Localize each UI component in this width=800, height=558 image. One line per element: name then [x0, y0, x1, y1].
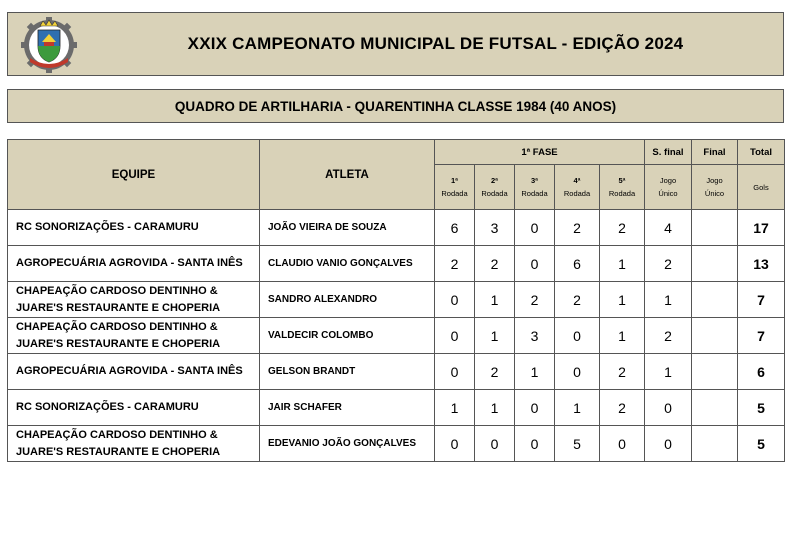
table-row: [8, 282, 785, 318]
goals-sfinal-cell: 4: [645, 210, 692, 246]
goals-r3-cell: 2: [515, 282, 555, 318]
goals-r4-cell: 2: [555, 282, 600, 318]
goals-r4-cell: 5: [555, 426, 600, 462]
rodada-label: Rodada: [521, 189, 548, 198]
team-name-line1: AGROPECUÁRIA AGROVIDA - SANTA INÊS: [16, 365, 243, 377]
team-cell: [8, 210, 260, 246]
goals-r4-cell: 2: [555, 210, 600, 246]
rodada-number: 1ª: [451, 176, 458, 185]
goals-total-cell: 17: [738, 210, 785, 246]
goals-r5-cell: 1: [600, 318, 645, 354]
rodada-number: 3ª: [531, 176, 538, 185]
page-title: XXIX CAMPEONATO MUNICIPAL DE FUTSAL - EDIÇÃO 2024: [187, 34, 684, 53]
team-name-line2: JUARE'S RESTAURANTE E CHOPERIA: [16, 337, 221, 350]
goals-r3-cell: 0: [515, 390, 555, 426]
title-banner: [7, 12, 784, 76]
player-cell: EDEVANIO JOÃO GONÇALVES: [260, 426, 435, 462]
goals-sfinal-cell: 2: [645, 246, 692, 282]
goals-r2-cell: 1: [475, 318, 515, 354]
goals-r2-cell: 2: [475, 246, 515, 282]
sub-label: Jogo: [659, 176, 677, 185]
player-cell: JAIR SCHAFER: [260, 390, 435, 426]
goals-final-cell: [692, 354, 738, 390]
team-cell: [8, 246, 260, 282]
goals-r3-cell: 0: [515, 210, 555, 246]
goals-r5-cell: 2: [600, 390, 645, 426]
column-group-1a-fase: 1ª FASE: [435, 140, 645, 165]
goals-r2-cell: 1: [475, 390, 515, 426]
team-cell: [8, 354, 260, 390]
goals-r1-cell: 0: [435, 354, 475, 390]
goals-r3-cell: 0: [515, 246, 555, 282]
goals-total-cell: 13: [738, 246, 785, 282]
goals-total-cell: 6: [738, 354, 785, 390]
team-cell: [8, 426, 260, 462]
goals-sfinal-cell: 2: [645, 318, 692, 354]
table-row: [8, 210, 785, 246]
team-cell: [8, 390, 260, 426]
goals-r2-cell: 2: [475, 354, 515, 390]
column-header-atleta: ATLETA: [260, 140, 435, 210]
team-name-line2: JUARE'S RESTAURANTE E CHOPERIA: [16, 301, 221, 314]
team-cell: [8, 282, 260, 318]
sub-label: Único: [658, 189, 678, 198]
goals-r4-cell: 0: [555, 318, 600, 354]
goals-r4-cell: 0: [555, 354, 600, 390]
rodada-label: Rodada: [441, 189, 468, 198]
rodada-number: 4ª: [573, 176, 581, 185]
goals-final-cell: [692, 246, 738, 282]
player-cell: GELSON BRANDT: [260, 354, 435, 390]
team-name-line1: CHAPEAÇÃO CARDOSO DENTINHO &: [16, 320, 218, 333]
goals-final-cell: [692, 318, 738, 354]
column-group-semifinal: S. final: [645, 140, 692, 165]
goals-sfinal-cell: 1: [645, 354, 692, 390]
subtitle-banner: [7, 89, 784, 123]
goals-r1-cell: 2: [435, 246, 475, 282]
goals-r3-cell: 1: [515, 354, 555, 390]
rodada-label: Rodada: [563, 189, 591, 198]
table-row: [8, 318, 785, 354]
goals-total-cell: 7: [738, 318, 785, 354]
goals-final-cell: [692, 282, 738, 318]
player-cell: SANDRO ALEXANDRO: [260, 282, 435, 318]
sub-label: Jogo: [706, 176, 723, 185]
column-group-final: Final: [692, 140, 738, 165]
goals-r1-cell: 0: [435, 318, 475, 354]
rodada-label: Rodada: [481, 189, 508, 198]
goals-final-cell: [692, 426, 738, 462]
goals-r5-cell: 0: [600, 426, 645, 462]
goals-r2-cell: 1: [475, 282, 515, 318]
goals-sfinal-cell: 1: [645, 282, 692, 318]
team-name-line1: CHAPEAÇÃO CARDOSO DENTINHO &: [16, 284, 218, 297]
column-header-rodada-1: [435, 165, 475, 210]
goals-r3-cell: 3: [515, 318, 555, 354]
team-name-line1: CHAPEAÇÃO CARDOSO DENTINHO &: [16, 428, 218, 441]
column-header-rodada-3: [515, 165, 555, 210]
player-cell: JOÃO VIEIRA DE SOUZA: [260, 210, 435, 246]
column-header-rodada-5: [600, 165, 645, 210]
table-row: [8, 354, 785, 390]
goals-r4-cell: 6: [555, 246, 600, 282]
table-row: [8, 426, 785, 462]
goals-r5-cell: 1: [600, 246, 645, 282]
goals-r5-cell: 2: [600, 210, 645, 246]
team-name-line1: RC SONORIZAÇÕES - CARAMURU: [16, 401, 199, 413]
goals-r3-cell: 0: [515, 426, 555, 462]
page-subtitle: QUADRO DE ARTILHARIA - QUARENTINHA CLASSE 1984 (40 ANOS): [174, 98, 617, 114]
goals-r2-cell: 3: [475, 210, 515, 246]
goals-total-cell: 5: [738, 390, 785, 426]
table-row: [8, 390, 785, 426]
player-cell: CLAUDIO VANIO GONÇALVES: [260, 246, 435, 282]
rodada-number: 2ª: [491, 176, 498, 185]
goals-sfinal-cell: 0: [645, 390, 692, 426]
sub-label: Único: [704, 189, 725, 198]
team-name-line2: JUARE'S RESTAURANTE E CHOPERIA: [16, 445, 221, 458]
goals-r1-cell: 0: [435, 426, 475, 462]
goals-r5-cell: 2: [600, 354, 645, 390]
goals-r1-cell: 6: [435, 210, 475, 246]
goals-final-cell: [692, 210, 738, 246]
scorers-table: [7, 139, 785, 462]
goals-final-cell: [692, 390, 738, 426]
column-header-rodada-2: [475, 165, 515, 210]
goals-r2-cell: 0: [475, 426, 515, 462]
team-cell: [8, 318, 260, 354]
rodada-number: 5ª: [618, 176, 626, 185]
table-row: [8, 246, 785, 282]
goals-r1-cell: 0: [435, 282, 475, 318]
team-name-line1: RC SONORIZAÇÕES - CARAMURU: [16, 221, 199, 233]
column-header-rodada-4: [555, 165, 600, 210]
goals-r1-cell: 1: [435, 390, 475, 426]
goals-sfinal-cell: 0: [645, 426, 692, 462]
team-name-line1: AGROPECUÁRIA AGROVIDA - SANTA INÊS: [16, 257, 243, 269]
goals-r4-cell: 1: [555, 390, 600, 426]
column-header-semifinal-jogo: [645, 165, 692, 210]
column-header-gols: Gols: [738, 165, 785, 210]
rodada-label: Rodada: [608, 189, 636, 198]
municipal-crest-icon: [18, 16, 80, 74]
column-header-final-jogo: [692, 165, 738, 210]
goals-r5-cell: 1: [600, 282, 645, 318]
goals-total-cell: 7: [738, 282, 785, 318]
column-group-total: Total: [738, 140, 785, 165]
goals-total-cell: 5: [738, 426, 785, 462]
player-cell: VALDECIR COLOMBO: [260, 318, 435, 354]
column-header-equipe: EQUIPE: [8, 140, 260, 210]
